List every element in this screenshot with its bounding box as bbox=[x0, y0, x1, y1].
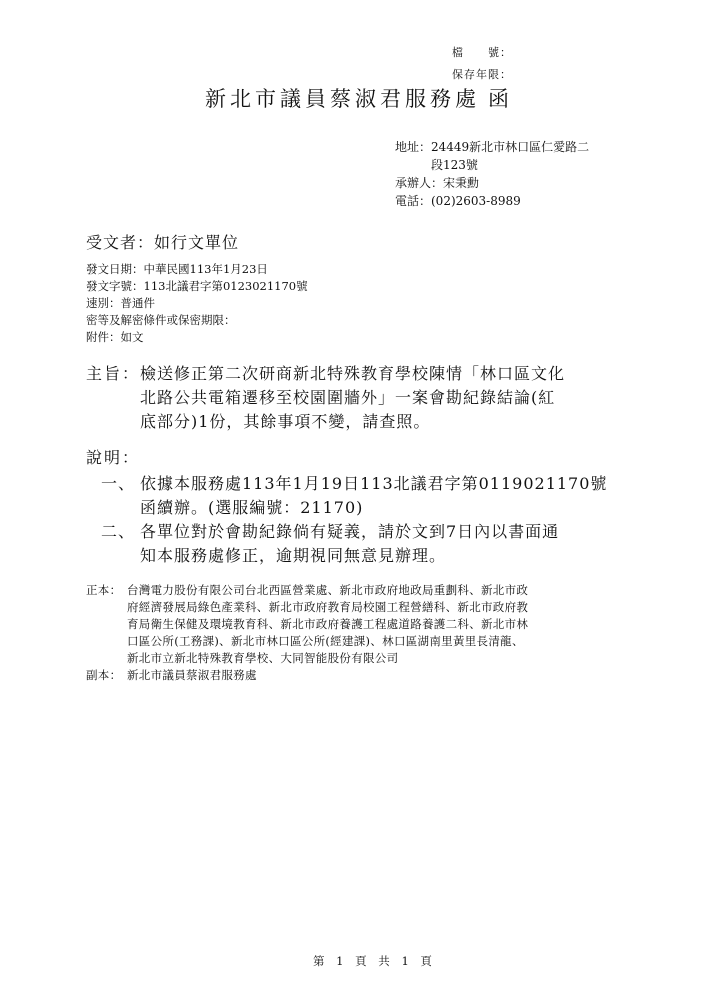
main-recipients-line: 新北市立新北特殊教育學校、大同智能股份有限公司 bbox=[127, 651, 399, 665]
explanation-item-number: 二、 bbox=[101, 522, 136, 541]
document-type: 函 bbox=[488, 87, 509, 111]
main-recipients-line: 府經濟發展局綠色產業科、新北市政府教育局校園工程營繕科、新北市政府教 bbox=[127, 600, 529, 614]
main-recipients-line: 育局衛生保健及環境教育科、新北市政府養護工程處道路養護二科、新北市林 bbox=[127, 617, 529, 631]
explanation-item-line: 函續辦。(選服編號：21170) bbox=[140, 498, 364, 517]
subject-line: 底部分)1份，其餘事項不變，請查照。 bbox=[140, 412, 431, 431]
sender-block bbox=[395, 138, 589, 210]
explanation-item-number: 一、 bbox=[101, 474, 136, 493]
page-number: 第 1 頁 共 1 頁 bbox=[313, 954, 436, 968]
subject-line: 北路公共電箱遷移至校園圍牆外」一案會勘紀錄結論(紅 bbox=[140, 388, 556, 407]
sender-handler: 承辦人：宋秉勳 bbox=[395, 176, 480, 190]
file-number-label: 檔 號： bbox=[452, 46, 512, 59]
main-recipients-line: 口區公所(工務課)、新北市林口區公所(經建課)、林口區湖南里黃里長清龍、 bbox=[127, 634, 524, 648]
recipient: 受文者：如行文單位 bbox=[86, 233, 240, 252]
secrecy-level: 密等及解密條件或保密期限： bbox=[86, 313, 236, 327]
sender-address-line1: 地址：24449新北市林口區仁愛路二 bbox=[395, 140, 590, 154]
document-number: 發文字號：113北議君字第0123021170號 bbox=[86, 279, 308, 293]
attachment-info: 附件：如文 bbox=[86, 330, 144, 344]
document-title: 新北市議員蔡淑君服務處 bbox=[205, 87, 480, 111]
main-recipients-list bbox=[127, 582, 528, 667]
subject-line: 檢送修正第二次研商新北特殊教育學校陳情「林口區文化 bbox=[140, 364, 566, 383]
copy-recipients-text: 新北市議員蔡淑君服務處 bbox=[127, 668, 257, 682]
explanation-item-line: 依據本服務處113年1月19日113北議君字第0119021170號 bbox=[140, 474, 608, 493]
copy-recipients-label: 副本： bbox=[86, 668, 122, 682]
issue-date: 發文日期：中華民國113年1月23日 bbox=[86, 262, 268, 276]
explanation-item-line: 知本服務處修正，逾期視同無意見辦理。 bbox=[140, 546, 447, 565]
subject-label: 主旨： bbox=[86, 364, 141, 383]
main-recipients-line: 台灣電力股份有限公司台北西區營業處、新北市政府地政局重劃科、新北市政 bbox=[127, 583, 529, 597]
meta-block bbox=[86, 261, 308, 346]
explanation-label: 說明： bbox=[86, 448, 141, 467]
sender-address-line2: 段123號 bbox=[431, 158, 478, 172]
speed-category: 速別：普通件 bbox=[86, 296, 155, 310]
explanation-item-line: 各單位對於會勘紀錄倘有疑義，請於文到7日內以書面通 bbox=[140, 522, 560, 541]
main-recipients-label: 正本： bbox=[86, 583, 122, 597]
sender-phone: 電話：(02)2603-8989 bbox=[395, 194, 521, 208]
retention-period-label: 保存年限： bbox=[452, 68, 512, 81]
